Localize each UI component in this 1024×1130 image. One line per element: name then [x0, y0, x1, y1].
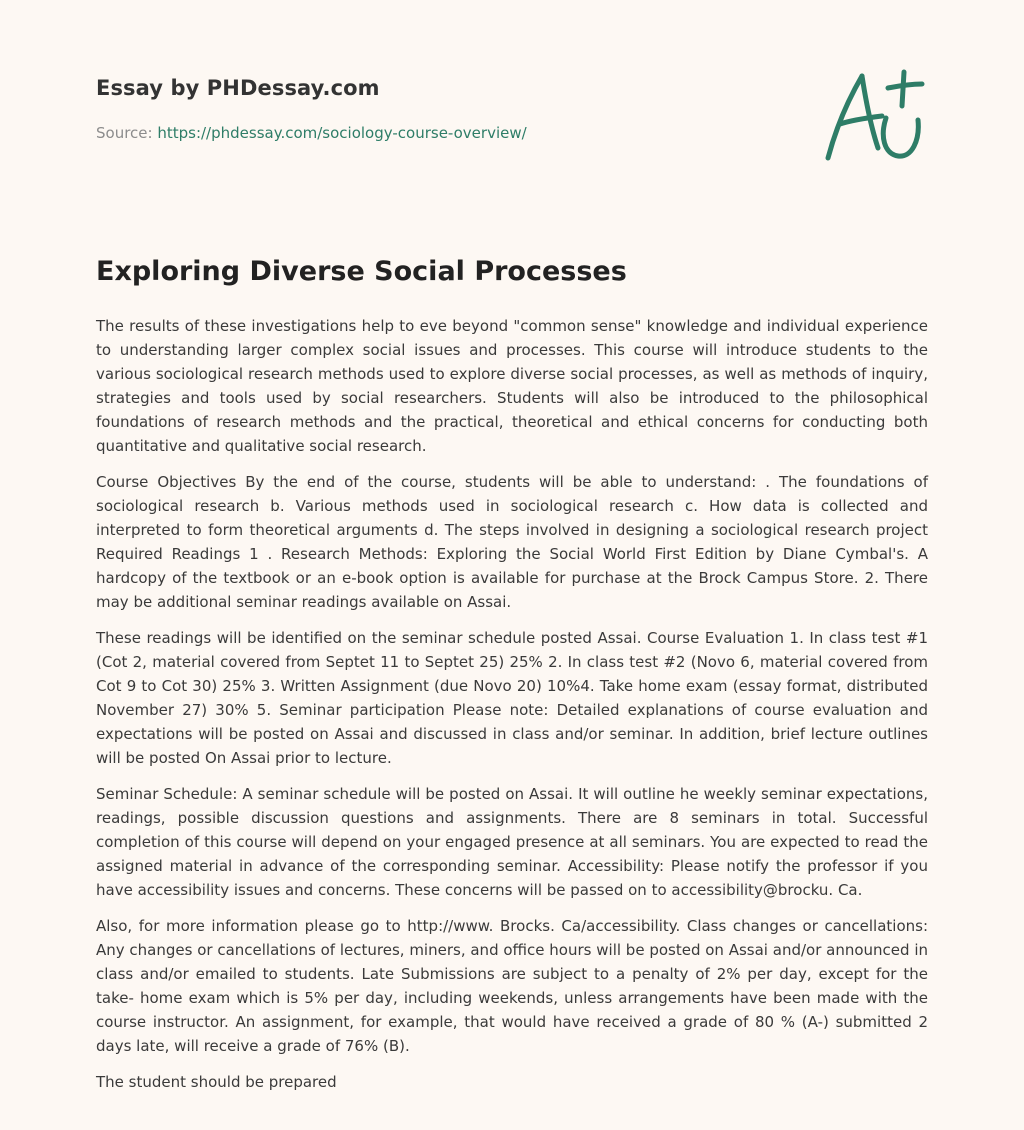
a-plus-logo-icon	[822, 66, 926, 166]
paragraph: Seminar Schedule: A seminar schedule will be posted on Assai. It will outline he weekly seminar expectations, readings, possible discussion questions and assignments. There are 8 seminars in total. Successful completion of this course will depend on your engaged presence at all seminars. You are expected to read the assigned material in advance of the corresponding seminar. Accessibility: Please notify the professor if you have accessibility issues and concerns. These concerns will be passed on to accessibility@brocku. Ca.	[96, 785, 928, 899]
source-line	[96, 124, 527, 142]
essay-title: Exploring Diverse Social Processes	[96, 256, 627, 287]
paragraph: Course Objectives By the end of the course, students will be able to understand: . The foundations of sociological research b. Various methods used in sociological research c. How data is collected and interpreted to form theoretical arguments d. The steps involved in designing a sociological research project Required Readings 1 . Research Methods: Exploring the Social World First Edition by Diane Cymbal's. A hardcopy of the textbook or an e-book option is available for purchase at the Brock Campus Store. 2. There may be additional seminar readings available on Assai.	[96, 473, 928, 611]
paragraph: The student should be prepared	[96, 1073, 337, 1091]
brand-title: Essay by PHDessay.com	[96, 76, 380, 100]
paragraph: These readings will be identified on the seminar schedule posted Assai. Course Evaluation 1. In class test #1 (Cot 2, material covered from Septet 11 to Septet 25) 25% 2. In class test #2 (Novo 6, material covered from Cot 9 to Cot 30) 25% 3. Written Assignment (due Novo 20) 10%4. Take home exam (essay format, distributed November 27) 30% 5. Seminar participation Please note: Detailed explanations of course evaluation and expectations will be posted on Assai and discussed in class and/or seminar. In addition, brief lecture outlines will be posted On Assai prior to lecture.	[96, 629, 928, 767]
essay-body	[96, 314, 928, 1106]
source-label: Source:	[96, 124, 158, 142]
paragraph: Also, for more information please go to http://www. Brocks. Ca/accessibility. Class changes or cancellations: Any changes or cancellations of lectures, miners, and office hours will be posted on Assai and/or announced in class and/or emailed to students. Late Submissions are subject to a penalty of 2% per day, except for the take- home exam which is 5% per day, including weekends, unless arrangements have been made with the course instructor. An assignment, for example, that would have received a grade of 80 % (A-) submitted 2 days late, will receive a grade of 76% (B).	[96, 917, 928, 1055]
paragraph: The results of these investigations help to eve beyond "common sense" knowledge and individual experience to understanding larger complex social issues and processes. This course will introduce students to the various sociological research methods used to explore diverse social processes, as well as methods of inquiry, strategies and tools used by social researchers. Students will also be introduced to the philosophical foundations of research methods and the practical, theoretical and ethical concerns for conducting both quantitative and qualitative social research.	[96, 317, 928, 455]
source-link[interactable]: https://phdessay.com/sociology-course-overview/	[157, 124, 527, 142]
